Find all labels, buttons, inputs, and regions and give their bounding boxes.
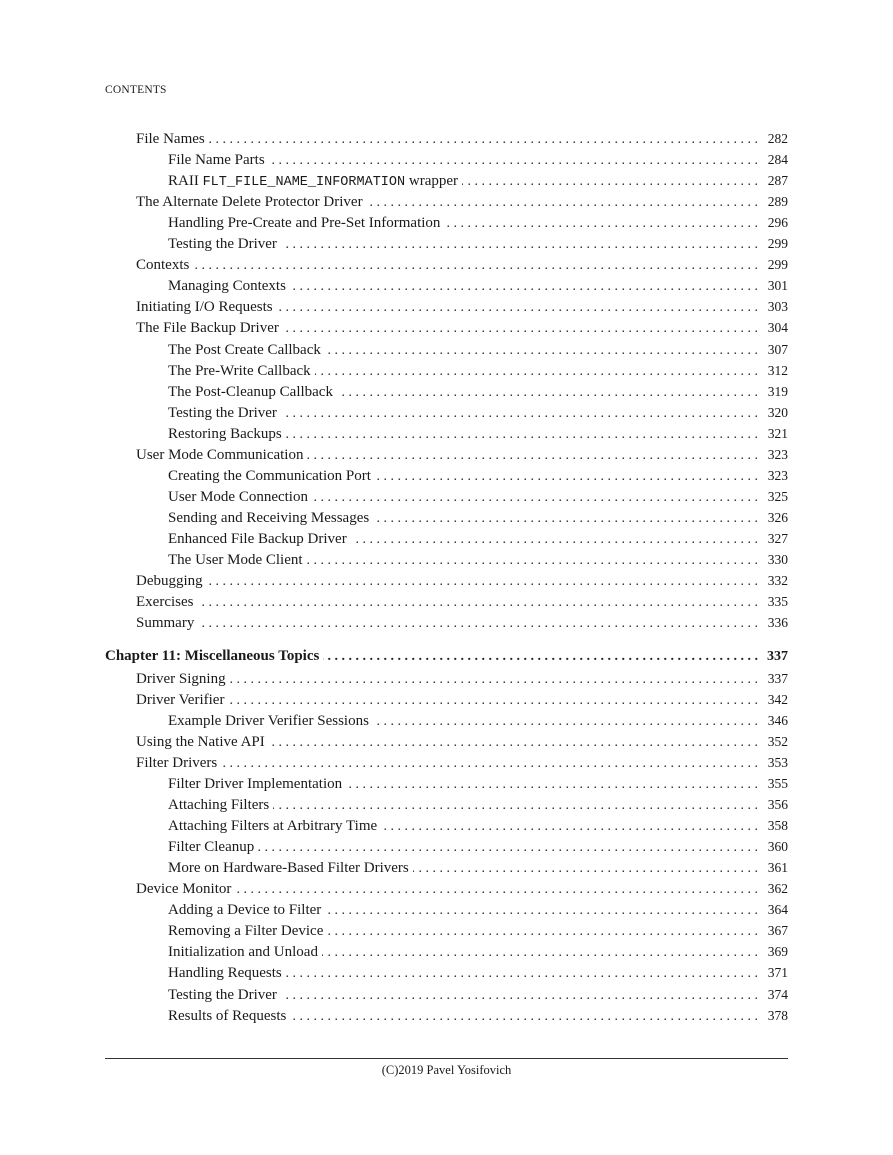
toc-entry-page-number: 307 (767, 341, 788, 357)
dot-leader (209, 129, 758, 150)
toc-entry[interactable] (136, 612, 788, 633)
toc-entry-page-number: 323 (767, 467, 788, 483)
toc-entry-page-number: 352 (767, 733, 788, 749)
dot-leader (273, 795, 758, 816)
toc-entry-title: Chapter 11: Miscellaneous Topics (105, 648, 320, 665)
dot-leader (207, 571, 758, 592)
toc-entry[interactable] (136, 570, 788, 591)
dot-leader (198, 613, 758, 634)
toc-entry[interactable] (168, 794, 788, 815)
toc-entry-page-number: 299 (767, 236, 788, 252)
toc-entry-title: User Mode Communication (136, 446, 304, 463)
dot-leader (307, 550, 758, 571)
toc-entry-page-number: 353 (767, 754, 788, 770)
toc-chapter-entry[interactable] (105, 646, 788, 667)
dot-leader (277, 297, 758, 318)
toc-entry-page-number: 321 (767, 425, 788, 441)
toc-entry-title: Driver Signing (136, 670, 226, 687)
toc-entry-page-number: 323 (767, 446, 788, 462)
toc-entry[interactable] (168, 507, 788, 528)
dot-leader (373, 508, 758, 529)
toc-entry[interactable] (168, 275, 788, 296)
toc-entry[interactable] (168, 381, 788, 402)
toc-entry[interactable] (168, 773, 788, 794)
toc-entry-page-number: 355 (767, 776, 788, 791)
toc-entry-title: Handling Requests (168, 965, 282, 982)
toc-entry-title-suffix: wrapper (405, 173, 459, 190)
toc-entry-title: Initiating I/O Requests (136, 299, 273, 316)
toc-entry-title: Handling Pre-Create and Pre-Set Information (168, 215, 441, 232)
dot-leader (367, 192, 758, 213)
toc-entry-page-number: 336 (767, 615, 788, 631)
toc-entry-title: Testing the Driver (168, 986, 277, 1003)
toc-entry-title: Sending and Receiving Messages (168, 509, 370, 526)
toc-entry[interactable] (168, 339, 788, 360)
toc-entry-page-number: 337 (767, 670, 788, 686)
toc-entry-page-number: 325 (767, 488, 788, 504)
toc-entry-title: Attaching Filters at Arbitrary Time (168, 818, 378, 835)
toc-entry-title: Attaching Filters (168, 797, 270, 814)
toc-entry-page-number: 367 (767, 923, 788, 939)
footer-divider (105, 1058, 788, 1059)
dot-leader (286, 424, 758, 445)
dot-leader (290, 1006, 758, 1027)
toc-entry[interactable] (168, 528, 788, 549)
toc-entry-title: Filter Driver Implementation (168, 776, 343, 792)
toc-entry[interactable] (136, 191, 788, 212)
dot-leader (230, 669, 758, 690)
toc-entry[interactable] (168, 212, 788, 233)
toc-entry-title: The File Backup Driver (136, 320, 279, 337)
toc-entry[interactable] (136, 254, 788, 275)
dot-leader (283, 318, 758, 339)
toc-entry-page-number: 369 (767, 944, 788, 960)
toc-entry-page-number: 320 (767, 404, 788, 420)
toc-entry-page-number: 330 (767, 552, 788, 567)
dot-leader (337, 382, 758, 403)
toc-entry-title: Removing a Filter Device (168, 923, 324, 940)
toc-entry-page-number: 304 (767, 320, 788, 336)
toc-entry[interactable] (168, 233, 788, 254)
toc-entry-title: The Alternate Delete Protector Driver (136, 194, 363, 211)
dot-leader (327, 921, 758, 942)
dot-leader (312, 487, 758, 508)
toc-entry-title: The Post Create Callback (168, 341, 321, 358)
dot-leader (193, 255, 758, 276)
toc-entry-title: Adding a Device to Filter (168, 902, 322, 919)
toc-entry-page-number: 326 (767, 509, 788, 525)
toc-entry[interactable] (168, 1005, 788, 1026)
toc-entry-page-number: 296 (767, 215, 788, 231)
toc-entry-page-number: 303 (767, 299, 788, 315)
dot-leader (221, 753, 758, 774)
toc-entry[interactable] (168, 899, 788, 920)
dot-leader (346, 774, 758, 795)
toc-entry-title: Using the Native API (136, 733, 265, 750)
toc-entry[interactable] (136, 591, 788, 612)
toc-entry-title: The User Mode Client (168, 552, 303, 568)
dot-leader (315, 361, 758, 382)
toc-entry-title: Testing the Driver (168, 404, 277, 421)
toc-entry[interactable] (168, 402, 788, 423)
toc-entry[interactable] (136, 689, 788, 710)
toc-entry-title-prefix: RAII (168, 173, 203, 190)
toc-entry-title: Creating the Communication Port (168, 467, 371, 484)
running-header: CONTENTS (105, 84, 167, 96)
toc-entry-page-number: 299 (767, 257, 788, 273)
dot-leader (375, 466, 758, 487)
toc-entry-page-number: 312 (767, 362, 788, 378)
toc-entry[interactable] (168, 836, 788, 857)
dot-leader (290, 276, 758, 297)
toc-entry[interactable] (168, 170, 788, 191)
dot-leader (281, 985, 758, 1006)
toc-entry[interactable] (168, 962, 788, 983)
toc-entry[interactable] (168, 465, 788, 486)
toc-entry-title: The Post-Cleanup Callback (168, 383, 333, 400)
toc-entry-page-number: 284 (767, 152, 788, 168)
toc-entry-page-number: 319 (767, 383, 788, 399)
dot-leader (258, 837, 758, 858)
dot-leader (228, 690, 758, 711)
toc-entry-title: Initialization and Unload (168, 944, 318, 961)
toc-entry[interactable] (136, 444, 788, 465)
toc-entry-page-number: 332 (767, 573, 788, 589)
toc-entry-title-code: FLT_FILE_NAME_INFORMATION (202, 175, 406, 191)
toc-entry[interactable] (168, 941, 788, 962)
toc-entry-title: Summary (136, 615, 195, 632)
dot-leader (373, 711, 758, 732)
toc-entry[interactable] (168, 486, 788, 507)
footer-copyright: (C)2019 Pavel Yosifovich (381, 1063, 512, 1077)
toc-entry-title: Filter Drivers (136, 754, 218, 771)
toc-entry[interactable] (136, 878, 788, 899)
toc-entry-page-number: 287 (767, 173, 788, 189)
toc-entry-title: Managing Contexts (168, 278, 286, 295)
toc-entry-title: Debugging (136, 573, 203, 590)
toc-entry-title: Driver Verifier (136, 691, 225, 708)
toc-entry-page-number: 342 (767, 691, 788, 707)
toc-entry[interactable] (168, 549, 788, 570)
toc-entry-title: Exercises (136, 594, 194, 611)
toc-entry[interactable] (168, 815, 788, 836)
toc-entry-page-number: 371 (767, 965, 788, 981)
toc-entry-page-number: 327 (767, 530, 788, 546)
toc-entry-title: File Name Parts (168, 152, 265, 169)
dot-leader (269, 732, 758, 753)
toc-entry-page-number: 360 (767, 839, 788, 855)
toc-entry-title: Filter Cleanup (168, 839, 255, 856)
toc-entry-title (168, 171, 458, 193)
toc-entry[interactable] (168, 149, 788, 170)
toc-entry-page-number: 364 (767, 902, 788, 918)
toc-entry-page-number: 346 (767, 712, 788, 728)
toc-entry[interactable] (136, 668, 788, 689)
toc-entry[interactable] (136, 731, 788, 752)
dot-leader (322, 942, 758, 963)
dot-leader (323, 646, 758, 667)
toc-entry-page-number: 356 (767, 797, 788, 813)
toc-entry[interactable] (168, 857, 788, 878)
dot-leader (444, 213, 758, 234)
dot-leader (269, 150, 758, 171)
toc-entry-page-number: 335 (767, 594, 788, 610)
toc-entry[interactable] (136, 317, 788, 338)
dot-leader (307, 445, 758, 466)
toc-entry[interactable] (136, 296, 788, 317)
toc-entry-title: More on Hardware-Based Filter Drivers (168, 860, 409, 877)
dot-leader (462, 171, 758, 192)
toc-entry[interactable] (168, 984, 788, 1005)
toc-entry[interactable] (168, 710, 788, 731)
toc-entry-title: Results of Requests (168, 1007, 287, 1024)
dot-leader (281, 403, 758, 424)
dot-leader (325, 340, 758, 361)
toc-entry-title: Example Driver Verifier Sessions (168, 712, 369, 729)
toc-entry-title: Device Monitor (136, 881, 232, 898)
toc-entry-page-number: 361 (767, 860, 788, 876)
dot-leader (197, 592, 758, 613)
toc-entry-title: Restoring Backups (168, 425, 282, 442)
toc-entry-title: Enhanced File Backup Driver (168, 530, 347, 547)
toc-entry[interactable] (168, 360, 788, 381)
toc-entry[interactable] (168, 423, 788, 444)
toc-entry-title: User Mode Connection (168, 488, 308, 505)
toc-entry-title: The Pre-Write Callback (168, 362, 311, 379)
dot-leader (381, 816, 758, 837)
dot-leader (281, 234, 758, 255)
toc-entry-page-number: 301 (767, 278, 788, 294)
toc-entry-title: Contexts (136, 257, 190, 274)
toc-entry-title: Testing the Driver (168, 236, 277, 253)
toc-entry-page-number: 362 (767, 881, 788, 897)
toc-entry-page-number: 337 (767, 649, 788, 665)
toc-entry[interactable] (136, 128, 788, 149)
dot-leader (325, 900, 758, 921)
toc-entry-page-number: 282 (767, 131, 788, 146)
dot-leader (413, 858, 758, 879)
toc-entry-page-number: 374 (767, 986, 788, 1002)
toc-entry-title: File Names (136, 131, 205, 147)
dot-leader (351, 529, 758, 550)
toc-entry-page-number: 378 (767, 1007, 788, 1023)
toc-entry[interactable] (168, 920, 788, 941)
toc-entry[interactable] (136, 752, 788, 773)
dot-leader (286, 963, 758, 984)
toc-entry-page-number: 289 (767, 194, 788, 210)
dot-leader (235, 879, 758, 900)
toc-entry-page-number: 358 (767, 818, 788, 834)
